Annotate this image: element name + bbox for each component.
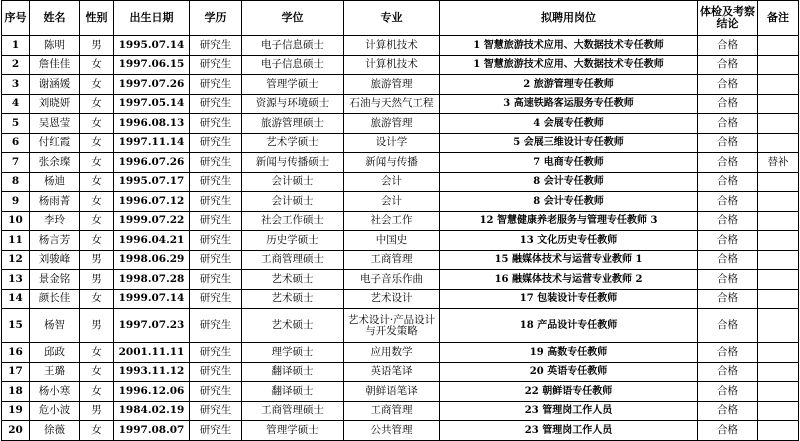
cell-position: 19 高数专任教师 — [440, 343, 698, 363]
cell-major: 工商管理 — [344, 250, 440, 270]
cell-degree: 翻译硕士 — [242, 382, 344, 402]
cell-major: 新闻与传播 — [344, 153, 440, 173]
header-gender: 性别 — [80, 1, 114, 36]
cell-conclusion: 合格 — [698, 172, 758, 192]
cell-birthdate: 1998.06.29 — [114, 250, 190, 270]
cell-index: 15 — [2, 309, 30, 343]
cell-remark — [758, 211, 799, 231]
cell-gender: 女 — [80, 153, 114, 173]
cell-index: 19 — [2, 401, 30, 421]
cell-degree: 会计硕士 — [242, 192, 344, 212]
cell-index: 16 — [2, 343, 30, 363]
cell-position: 2 旅游管理专任教师 — [440, 75, 698, 95]
cell-degree: 工商管理硕士 — [242, 401, 344, 421]
cell-name: 詹佳佳 — [30, 55, 80, 75]
table-row — [2, 211, 799, 231]
table-row — [2, 133, 799, 153]
cell-education: 研究生 — [190, 114, 242, 134]
cell-conclusion: 合格 — [698, 211, 758, 231]
cell-education: 研究生 — [190, 172, 242, 192]
cell-gender: 女 — [80, 172, 114, 192]
cell-name: 张余璨 — [30, 153, 80, 173]
cell-remark — [758, 192, 799, 212]
cell-conclusion: 合格 — [698, 133, 758, 153]
cell-education: 研究生 — [190, 382, 242, 402]
cell-gender: 男 — [80, 36, 114, 56]
cell-position: 12 智慧健康养老服务与管理专任教师 3 — [440, 211, 698, 231]
cell-degree: 艺术硕士 — [242, 289, 344, 309]
cell-index: 14 — [2, 289, 30, 309]
table-row — [2, 153, 799, 173]
table-row — [2, 192, 799, 212]
cell-remark — [758, 114, 799, 134]
cell-major: 旅游管理 — [344, 114, 440, 134]
cell-conclusion: 合格 — [698, 75, 758, 95]
cell-remark — [758, 94, 799, 114]
cell-index: 2 — [2, 55, 30, 75]
cell-degree: 工商管理硕士 — [242, 250, 344, 270]
cell-degree: 电子信息硕士 — [242, 55, 344, 75]
cell-birthdate: 2001.11.11 — [114, 343, 190, 363]
cell-name: 陈明 — [30, 36, 80, 56]
cell-index: 12 — [2, 250, 30, 270]
table-row — [2, 270, 799, 290]
cell-remark — [758, 270, 799, 290]
cell-major: 艺术设计·产品设计与开发策略 — [344, 309, 440, 343]
cell-name: 邱政 — [30, 343, 80, 363]
cell-conclusion: 合格 — [698, 270, 758, 290]
cell-birthdate: 1999.07.22 — [114, 211, 190, 231]
cell-index: 9 — [2, 192, 30, 212]
cell-gender: 女 — [80, 382, 114, 402]
cell-name: 徐薇 — [30, 421, 80, 441]
cell-name: 杨迪 — [30, 172, 80, 192]
cell-birthdate: 1997.06.15 — [114, 55, 190, 75]
header-education: 学历 — [190, 1, 242, 36]
cell-name: 杨智 — [30, 309, 80, 343]
cell-name: 付红霞 — [30, 133, 80, 153]
cell-major: 石油与天然气工程 — [344, 94, 440, 114]
table-row — [2, 250, 799, 270]
cell-gender: 女 — [80, 114, 114, 134]
cell-name: 杨小寒 — [30, 382, 80, 402]
cell-gender: 女 — [80, 94, 114, 114]
cell-name: 谢涵媛 — [30, 75, 80, 95]
cell-gender: 男 — [80, 401, 114, 421]
cell-name: 刘晓妍 — [30, 94, 80, 114]
cell-major: 朝鲜语笔译 — [344, 382, 440, 402]
cell-education: 研究生 — [190, 250, 242, 270]
header-position: 拟聘用岗位 — [440, 1, 698, 36]
cell-education: 研究生 — [190, 343, 242, 363]
table-row — [2, 343, 799, 363]
cell-position: 17 包装设计专任教师 — [440, 289, 698, 309]
cell-degree: 历史学硕士 — [242, 231, 344, 251]
cell-birthdate: 1997.05.14 — [114, 94, 190, 114]
cell-gender: 男 — [80, 250, 114, 270]
cell-conclusion: 合格 — [698, 231, 758, 251]
cell-remark — [758, 382, 799, 402]
cell-position: 23 管理岗工作人员 — [440, 401, 698, 421]
cell-remark — [758, 250, 799, 270]
cell-gender: 女 — [80, 133, 114, 153]
cell-education: 研究生 — [190, 270, 242, 290]
cell-major: 计算机技术 — [344, 55, 440, 75]
cell-birthdate: 1996.08.13 — [114, 114, 190, 134]
cell-position: 1 智慧旅游技术应用、大数据技术专任教师 — [440, 36, 698, 56]
cell-gender: 女 — [80, 362, 114, 382]
cell-index: 20 — [2, 421, 30, 441]
cell-name: 颜长佳 — [30, 289, 80, 309]
cell-index: 10 — [2, 211, 30, 231]
cell-degree: 理学硕士 — [242, 343, 344, 363]
table-row — [2, 401, 799, 421]
cell-gender: 男 — [80, 270, 114, 290]
cell-position: 8 会计专任教师 — [440, 172, 698, 192]
cell-remark — [758, 309, 799, 343]
cell-degree: 资源与环境硕士 — [242, 94, 344, 114]
cell-gender: 女 — [80, 421, 114, 441]
cell-index: 5 — [2, 114, 30, 134]
cell-major: 应用数学 — [344, 343, 440, 363]
cell-name: 李玲 — [30, 211, 80, 231]
cell-major: 设计学 — [344, 133, 440, 153]
cell-index: 3 — [2, 75, 30, 95]
cell-position: 13 文化历史专任教师 — [440, 231, 698, 251]
cell-birthdate: 1984.02.19 — [114, 401, 190, 421]
cell-index: 4 — [2, 94, 30, 114]
cell-position: 16 融媒体技术与运营专业教师 2 — [440, 270, 698, 290]
cell-remark: 替补 — [758, 153, 799, 173]
cell-gender: 女 — [80, 55, 114, 75]
cell-index: 17 — [2, 362, 30, 382]
cell-name: 王璐 — [30, 362, 80, 382]
cell-education: 研究生 — [190, 133, 242, 153]
cell-position: 22 朝鲜语专任教师 — [440, 382, 698, 402]
cell-education: 研究生 — [190, 231, 242, 251]
cell-conclusion: 合格 — [698, 250, 758, 270]
table-row — [2, 75, 799, 95]
cell-major: 公共管理 — [344, 421, 440, 441]
cell-education: 研究生 — [190, 211, 242, 231]
cell-remark — [758, 401, 799, 421]
cell-education: 研究生 — [190, 192, 242, 212]
table-row — [2, 114, 799, 134]
cell-degree: 新闻与传播硕士 — [242, 153, 344, 173]
cell-conclusion: 合格 — [698, 309, 758, 343]
cell-degree: 电子信息硕士 — [242, 36, 344, 56]
cell-conclusion: 合格 — [698, 192, 758, 212]
cell-remark — [758, 421, 799, 441]
cell-major: 艺术设计 — [344, 289, 440, 309]
cell-name: 吴恩莹 — [30, 114, 80, 134]
cell-birthdate: 1995.07.14 — [114, 36, 190, 56]
cell-conclusion: 合格 — [698, 362, 758, 382]
table-row — [2, 94, 799, 114]
header-degree: 学位 — [242, 1, 344, 36]
table-row — [2, 36, 799, 56]
cell-major: 电子音乐作曲 — [344, 270, 440, 290]
cell-major: 会计 — [344, 172, 440, 192]
cell-conclusion: 合格 — [698, 36, 758, 56]
cell-birthdate: 1993.11.12 — [114, 362, 190, 382]
cell-education: 研究生 — [190, 94, 242, 114]
cell-index: 1 — [2, 36, 30, 56]
cell-conclusion: 合格 — [698, 94, 758, 114]
cell-position: 18 产品设计专任教师 — [440, 309, 698, 343]
cell-education: 研究生 — [190, 309, 242, 343]
table-row — [2, 362, 799, 382]
cell-conclusion: 合格 — [698, 55, 758, 75]
cell-degree: 艺术学硕士 — [242, 133, 344, 153]
cell-position: 3 高速铁路客运服务专任教师 — [440, 94, 698, 114]
cell-position: 4 会展专任教师 — [440, 114, 698, 134]
table-row — [2, 289, 799, 309]
cell-degree: 会计硕士 — [242, 172, 344, 192]
cell-birthdate: 1995.07.17 — [114, 172, 190, 192]
cell-remark — [758, 362, 799, 382]
cell-position: 15 融媒体技术与运营专业教师 1 — [440, 250, 698, 270]
cell-position: 20 英语专任教师 — [440, 362, 698, 382]
cell-remark — [758, 55, 799, 75]
header-remark: 备注 — [758, 1, 799, 36]
cell-name: 刘骏峰 — [30, 250, 80, 270]
cell-education: 研究生 — [190, 55, 242, 75]
cell-gender: 男 — [80, 309, 114, 343]
cell-degree: 社会工作硕士 — [242, 211, 344, 231]
cell-birthdate: 1997.07.26 — [114, 75, 190, 95]
cell-degree: 艺术硕士 — [242, 270, 344, 290]
cell-degree: 管理学硕士 — [242, 75, 344, 95]
cell-position: 7 电商专任教师 — [440, 153, 698, 173]
recruitment-table — [1, 0, 799, 441]
cell-remark — [758, 133, 799, 153]
cell-gender: 女 — [80, 211, 114, 231]
cell-name: 景金铭 — [30, 270, 80, 290]
cell-degree: 管理学硕士 — [242, 421, 344, 441]
cell-major: 计算机技术 — [344, 36, 440, 56]
cell-education: 研究生 — [190, 401, 242, 421]
cell-birthdate: 1996.07.12 — [114, 192, 190, 212]
cell-name: 危小波 — [30, 401, 80, 421]
cell-major: 中国史 — [344, 231, 440, 251]
cell-education: 研究生 — [190, 75, 242, 95]
cell-conclusion: 合格 — [698, 289, 758, 309]
table-row — [2, 231, 799, 251]
table-body — [2, 36, 799, 441]
cell-gender: 女 — [80, 192, 114, 212]
cell-birthdate: 1997.11.14 — [114, 133, 190, 153]
cell-birthdate: 1996.04.21 — [114, 231, 190, 251]
table-row — [2, 382, 799, 402]
cell-education: 研究生 — [190, 421, 242, 441]
cell-degree: 艺术硕士 — [242, 309, 344, 343]
cell-degree: 翻译硕士 — [242, 362, 344, 382]
cell-birthdate: 1996.07.26 — [114, 153, 190, 173]
cell-remark — [758, 343, 799, 363]
cell-gender: 女 — [80, 75, 114, 95]
cell-degree: 旅游管理硕士 — [242, 114, 344, 134]
cell-name: 杨言芳 — [30, 231, 80, 251]
cell-position: 8 会计专任教师 — [440, 192, 698, 212]
cell-birthdate: 1996.12.06 — [114, 382, 190, 402]
header-index: 序号 — [2, 1, 30, 36]
cell-gender: 女 — [80, 231, 114, 251]
cell-major: 英语笔译 — [344, 362, 440, 382]
cell-conclusion: 合格 — [698, 401, 758, 421]
cell-education: 研究生 — [190, 153, 242, 173]
cell-education: 研究生 — [190, 289, 242, 309]
cell-gender: 女 — [80, 289, 114, 309]
cell-position: 5 会展三维设计专任教师 — [440, 133, 698, 153]
cell-major: 工商管理 — [344, 401, 440, 421]
table-row — [2, 172, 799, 192]
header-row — [2, 1, 799, 36]
cell-birthdate: 1997.08.07 — [114, 421, 190, 441]
cell-conclusion: 合格 — [698, 421, 758, 441]
table-row — [2, 55, 799, 75]
header-major: 专业 — [344, 1, 440, 36]
cell-gender: 女 — [80, 343, 114, 363]
cell-index: 18 — [2, 382, 30, 402]
table-row — [2, 421, 799, 441]
cell-major: 社会工作 — [344, 211, 440, 231]
cell-index: 7 — [2, 153, 30, 173]
cell-conclusion: 合格 — [698, 343, 758, 363]
cell-birthdate: 1998.07.28 — [114, 270, 190, 290]
cell-conclusion: 合格 — [698, 153, 758, 173]
cell-index: 6 — [2, 133, 30, 153]
cell-education: 研究生 — [190, 362, 242, 382]
header-birthdate: 出生日期 — [114, 1, 190, 36]
cell-remark — [758, 289, 799, 309]
table-row — [2, 309, 799, 343]
cell-major: 会计 — [344, 192, 440, 212]
cell-remark — [758, 172, 799, 192]
cell-index: 8 — [2, 172, 30, 192]
cell-remark — [758, 75, 799, 95]
header-conclusion: 体检及考察结论 — [698, 1, 758, 36]
cell-position: 1 智慧旅游技术应用、大数据技术专任教师 — [440, 55, 698, 75]
cell-conclusion: 合格 — [698, 114, 758, 134]
cell-birthdate: 1999.07.14 — [114, 289, 190, 309]
cell-remark — [758, 231, 799, 251]
cell-conclusion: 合格 — [698, 382, 758, 402]
cell-position: 23 管理岗工作人员 — [440, 421, 698, 441]
cell-birthdate: 1997.07.23 — [114, 309, 190, 343]
cell-remark — [758, 36, 799, 56]
cell-name: 杨雨菁 — [30, 192, 80, 212]
cell-index: 13 — [2, 270, 30, 290]
cell-education: 研究生 — [190, 36, 242, 56]
cell-major: 旅游管理 — [344, 75, 440, 95]
header-name: 姓名 — [30, 1, 80, 36]
cell-index: 11 — [2, 231, 30, 251]
